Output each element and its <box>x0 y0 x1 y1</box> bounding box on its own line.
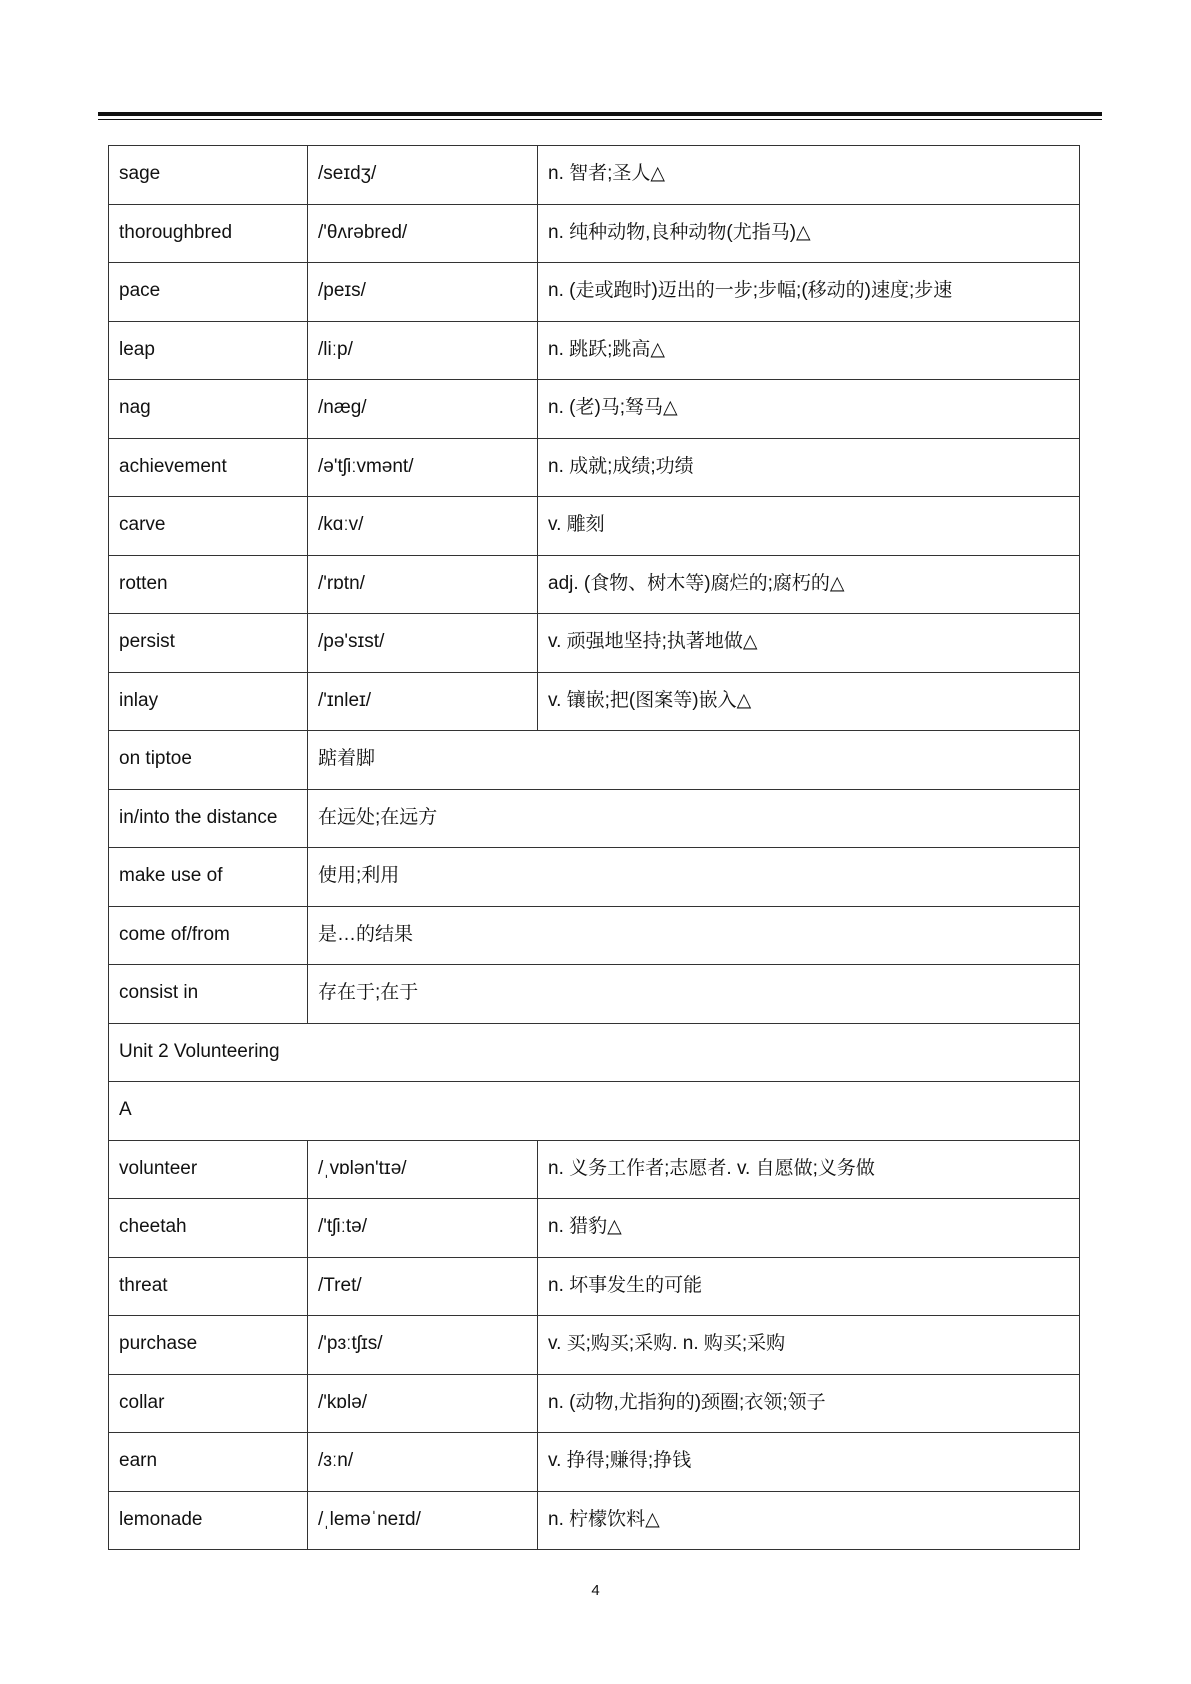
word-cell: sage <box>109 146 308 205</box>
definition-cell: n. 纯种动物,良种动物(尤指马)△ <box>538 204 1080 263</box>
phonetic-cell: /pə'sɪst/ <box>308 614 538 673</box>
word-cell: achievement <box>109 438 308 497</box>
table-row <box>109 263 1080 322</box>
phrase-meaning-cell: 使用;利用 <box>308 848 1080 907</box>
table-row <box>109 1374 1080 1433</box>
table-row <box>109 555 1080 614</box>
word-cell: collar <box>109 1374 308 1433</box>
table-row <box>109 380 1080 439</box>
phrase-meaning-cell: 踮着脚 <box>308 731 1080 790</box>
word-cell: nag <box>109 380 308 439</box>
section-heading: A <box>109 1082 1080 1141</box>
phonetic-cell: /seɪdʒ/ <box>308 146 538 205</box>
definition-cell: v. 挣得;赚得;挣钱 <box>538 1433 1080 1492</box>
definition-cell: n. 柠檬饮料△ <box>538 1491 1080 1550</box>
phrase-meaning-cell: 是…的结果 <box>308 906 1080 965</box>
phrase-cell: in/into the distance <box>109 789 308 848</box>
table-row <box>109 614 1080 673</box>
table-row <box>109 1491 1080 1550</box>
word-cell: persist <box>109 614 308 673</box>
table-row <box>109 1199 1080 1258</box>
phonetic-cell: /ˌleməˈneɪd/ <box>308 1491 538 1550</box>
phonetic-cell: /liːp/ <box>308 321 538 380</box>
phrase-row <box>109 731 1080 790</box>
table-row <box>109 204 1080 263</box>
word-cell: cheetah <box>109 1199 308 1258</box>
phonetic-cell: /ˌvɒlən'tɪə/ <box>308 1140 538 1199</box>
phonetic-cell: /ə'tʃiːvmənt/ <box>308 438 538 497</box>
table-row <box>109 1316 1080 1375</box>
word-cell: threat <box>109 1257 308 1316</box>
header-rule-thick <box>98 112 1102 116</box>
definition-cell: n. 智者;圣人△ <box>538 146 1080 205</box>
table-row <box>109 321 1080 380</box>
word-cell: rotten <box>109 555 308 614</box>
word-cell: inlay <box>109 672 308 731</box>
phrase-cell: on tiptoe <box>109 731 308 790</box>
phonetic-cell: /'pɜːtʃɪs/ <box>308 1316 538 1375</box>
page-number: 4 <box>591 1582 600 1599</box>
phrase-row <box>109 848 1080 907</box>
phrase-cell: make use of <box>109 848 308 907</box>
vocabulary-table-body <box>109 146 1080 1550</box>
phrase-meaning-cell: 存在于;在于 <box>308 965 1080 1024</box>
definition-cell: n. 坏事发生的可能 <box>538 1257 1080 1316</box>
phrase-meaning-cell: 在远处;在远方 <box>308 789 1080 848</box>
unit-heading-row <box>109 1023 1080 1082</box>
phonetic-cell: /'rɒtn/ <box>308 555 538 614</box>
phrase-row <box>109 965 1080 1024</box>
word-cell: leap <box>109 321 308 380</box>
phonetic-cell: /peɪs/ <box>308 263 538 322</box>
phonetic-cell: /Tret/ <box>308 1257 538 1316</box>
definition-cell: n. 跳跃;跳高△ <box>538 321 1080 380</box>
phonetic-cell: /'ɪnleɪ/ <box>308 672 538 731</box>
definition-cell: v. 买;购买;采购. n. 购买;采购 <box>538 1316 1080 1375</box>
vocabulary-table <box>108 145 1080 1550</box>
definition-cell: n. 义务工作者;志愿者. v. 自愿做;义务做 <box>538 1140 1080 1199</box>
phonetic-cell: /næg/ <box>308 380 538 439</box>
definition-cell: n. (动物,尤指狗的)颈圈;衣领;领子 <box>538 1374 1080 1433</box>
definition-cell: n. (老)马;驽马△ <box>538 380 1080 439</box>
word-cell: volunteer <box>109 1140 308 1199</box>
definition-cell: n. (走或跑时)迈出的一步;步幅;(移动的)速度;步速 <box>538 263 1080 322</box>
table-row <box>109 438 1080 497</box>
word-cell: carve <box>109 497 308 556</box>
table-row <box>109 1257 1080 1316</box>
phrase-row <box>109 906 1080 965</box>
table-row <box>109 672 1080 731</box>
definition-cell: v. 镶嵌;把(图案等)嵌入△ <box>538 672 1080 731</box>
definition-cell: adj. (食物、树木等)腐烂的;腐朽的△ <box>538 555 1080 614</box>
phonetic-cell: /'θʌrəbred/ <box>308 204 538 263</box>
header-rule-thin <box>98 119 1102 120</box>
definition-cell: v. 顽强地坚持;执著地做△ <box>538 614 1080 673</box>
phrase-row <box>109 789 1080 848</box>
table-row <box>109 146 1080 205</box>
definition-cell: n. 猎豹△ <box>538 1199 1080 1258</box>
table-row <box>109 1140 1080 1199</box>
phonetic-cell: /'tʃiːtə/ <box>308 1199 538 1258</box>
word-cell: purchase <box>109 1316 308 1375</box>
phonetic-cell: /'kɒlə/ <box>308 1374 538 1433</box>
word-cell: pace <box>109 263 308 322</box>
unit-heading: Unit 2 Volunteering <box>109 1023 1080 1082</box>
phonetic-cell: /ɜːn/ <box>308 1433 538 1492</box>
definition-cell: v. 雕刻 <box>538 497 1080 556</box>
definition-cell: n. 成就;成绩;功绩 <box>538 438 1080 497</box>
phonetic-cell: /kɑːv/ <box>308 497 538 556</box>
word-cell: lemonade <box>109 1491 308 1550</box>
word-cell: earn <box>109 1433 308 1492</box>
phrase-cell: consist in <box>109 965 308 1024</box>
phrase-cell: come of/from <box>109 906 308 965</box>
table-row <box>109 1433 1080 1492</box>
table-row <box>109 497 1080 556</box>
section-heading-row <box>109 1082 1080 1141</box>
word-cell: thoroughbred <box>109 204 308 263</box>
